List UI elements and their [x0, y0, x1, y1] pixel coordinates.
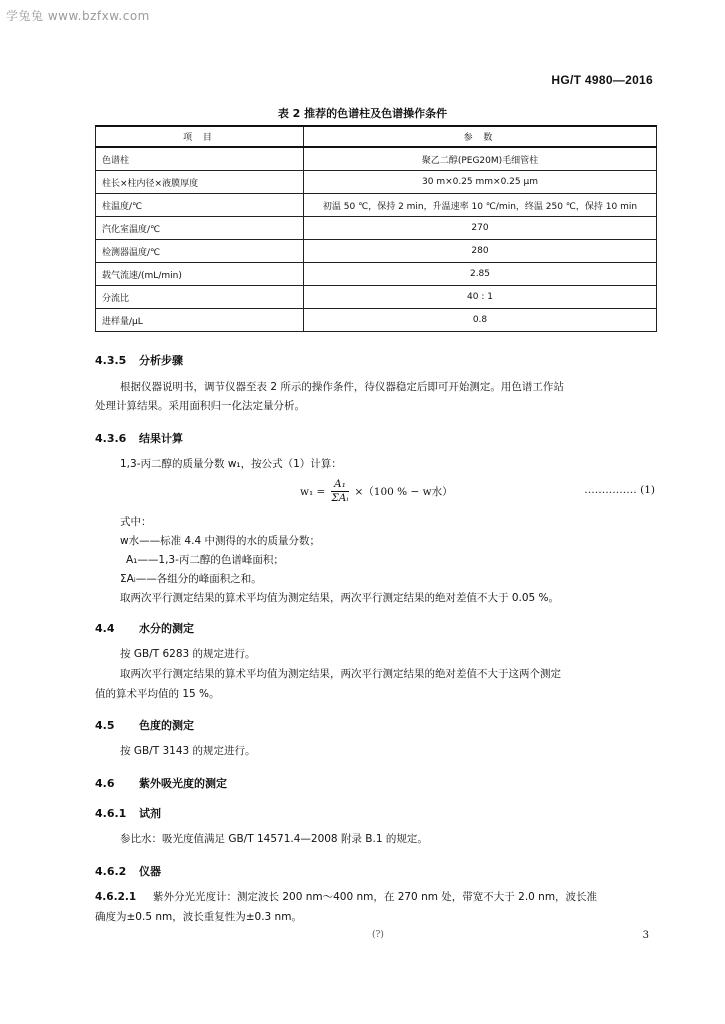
- paragraph: 确度为±0.5 nm，波长重复性为±0.3 nm。: [95, 911, 302, 923]
- paragraph-4-6-2-1: [95, 890, 597, 904]
- section-title: 试剂: [139, 807, 161, 820]
- formula-fraction: [328, 478, 351, 505]
- standard-code: HG/T 4980—2016: [551, 73, 653, 87]
- paragraph: 处理计算结果。采用面积归一化法定量分析。: [95, 400, 305, 412]
- formula-lhs: w₁ =: [300, 485, 326, 498]
- section-heading-4-4: [95, 620, 194, 636]
- table-cell-value: 初温 50 ℃，保持 2 min，升温速率 10 ℃/min，终温 250 ℃，保持 10 min: [304, 194, 657, 217]
- table-header-param: 参 数: [304, 126, 657, 147]
- table-cell-item: 分流比: [96, 286, 304, 309]
- definition: w水——标准 4.4 中测得的水的质量分数；: [120, 535, 320, 547]
- section-title: 仪器: [139, 865, 161, 878]
- table-cell-value: 2.85: [304, 263, 657, 286]
- section-title: 水分的测定: [139, 622, 194, 635]
- paragraph: 值的算术平均值的 15 %。: [95, 688, 220, 700]
- table-cell-item: 柱温度/℃: [96, 194, 304, 217]
- section-number: 4.4: [95, 622, 115, 635]
- section-heading-4-6-1: [95, 805, 161, 821]
- paragraph: 参比水：吸光度值满足 GB/T 14571.4—2008 附录 B.1 的规定。: [120, 833, 428, 845]
- table-cell-item: 色谱柱: [96, 147, 304, 171]
- table-cell-item: 载气流速/(mL/min): [96, 263, 304, 286]
- section-number: 4.3.5: [95, 354, 127, 367]
- table-cell-value: 0.8: [304, 309, 657, 332]
- section-number: 4.6.2: [95, 865, 127, 878]
- section-title: 色度的测定: [139, 719, 194, 732]
- table-row: [96, 286, 657, 309]
- section-heading-4-6: [95, 775, 227, 791]
- formula-denominator: ΣAᵢ: [331, 492, 349, 504]
- table-row: [96, 171, 657, 194]
- table-row: [96, 309, 657, 332]
- formula-rhs: ×（100 % − w水）: [354, 486, 453, 498]
- section-number: 4.3.6: [95, 432, 127, 445]
- section-number: 4.6.1: [95, 807, 127, 820]
- table-row: [96, 217, 657, 240]
- table-cell-value: 270: [304, 217, 657, 240]
- table-row: [96, 240, 657, 263]
- section-number: 4.6.2.1: [95, 891, 137, 903]
- paragraph: 按 GB/T 3143 的规定进行。: [120, 745, 256, 757]
- table-cell-value: 280: [304, 240, 657, 263]
- section-title: 紫外吸光度的测定: [139, 777, 227, 790]
- watermark: 学兔兔 www.bzfxw.com: [6, 9, 150, 23]
- paragraph: 取两次平行测定结果的算术平均值为测定结果，两次平行测定结果的绝对差值不大于这两个测定: [120, 668, 561, 680]
- section-heading-4-6-2: [95, 863, 161, 879]
- section-title: 分析步骤: [139, 354, 183, 367]
- section-heading-4-5: [95, 717, 194, 733]
- section-title: 结果计算: [139, 432, 183, 445]
- table-caption: 表 2 推荐的色谱柱及色谱操作条件: [277, 107, 448, 120]
- table-header-row: [96, 126, 657, 147]
- paragraph: 按 GB/T 6283 的规定进行。: [120, 648, 256, 660]
- table-row: [96, 147, 657, 171]
- table-cell-item: 检测器温度/℃: [96, 240, 304, 263]
- definition: ΣAᵢ——各组分的峰面积之和。: [120, 573, 262, 585]
- definition: A₁——1,3-丙二醇的色谱峰面积；: [126, 554, 284, 566]
- paragraph-text: 紫外分光光度计：测定波长 200 nm～400 nm，在 270 nm 处，带宽不大于 2.0 nm，波长准: [153, 891, 598, 903]
- table-cell-item: 汽化室温度/℃: [96, 217, 304, 240]
- table-cell-value: 聚乙二醇(PEG20M)毛细管柱: [304, 147, 657, 171]
- table-row: [96, 263, 657, 286]
- paragraph: 1,3-丙二醇的质量分数 w₁，按公式（1）计算：: [120, 458, 342, 470]
- section-heading-4-3-5: [95, 352, 183, 368]
- formula-1: [300, 478, 453, 505]
- table-row: [96, 194, 657, 217]
- table-cell-item: 柱长×柱内径×液膜厚度: [96, 171, 304, 194]
- table-cell-value: 30 m×0.25 mm×0.25 μm: [304, 171, 657, 194]
- formula-numerator: A₁: [331, 478, 349, 492]
- page-number: 3: [642, 930, 649, 941]
- table-header-item: 项 目: [96, 126, 304, 147]
- formula-number: …………… (1): [584, 484, 655, 496]
- section-number: 4.5: [95, 719, 115, 732]
- section-heading-4-3-6: [95, 430, 183, 446]
- parameters-table: [95, 125, 657, 332]
- section-number: 4.6: [95, 777, 115, 790]
- paragraph: 取两次平行测定结果的算术平均值为测定结果，两次平行测定结果的绝对差值不大于 0.05 %。: [120, 592, 560, 604]
- table-cell-item: 进样量/μL: [96, 309, 304, 332]
- paragraph: 根据仪器说明书，调节仪器至表 2 所示的操作条件，待仪器稳定后即可开始测定。用色谱工作站: [120, 381, 564, 393]
- footer-mark: (?): [372, 930, 384, 940]
- table-cell-value: 40 : 1: [304, 286, 657, 309]
- where-label: 式中：: [120, 516, 152, 528]
